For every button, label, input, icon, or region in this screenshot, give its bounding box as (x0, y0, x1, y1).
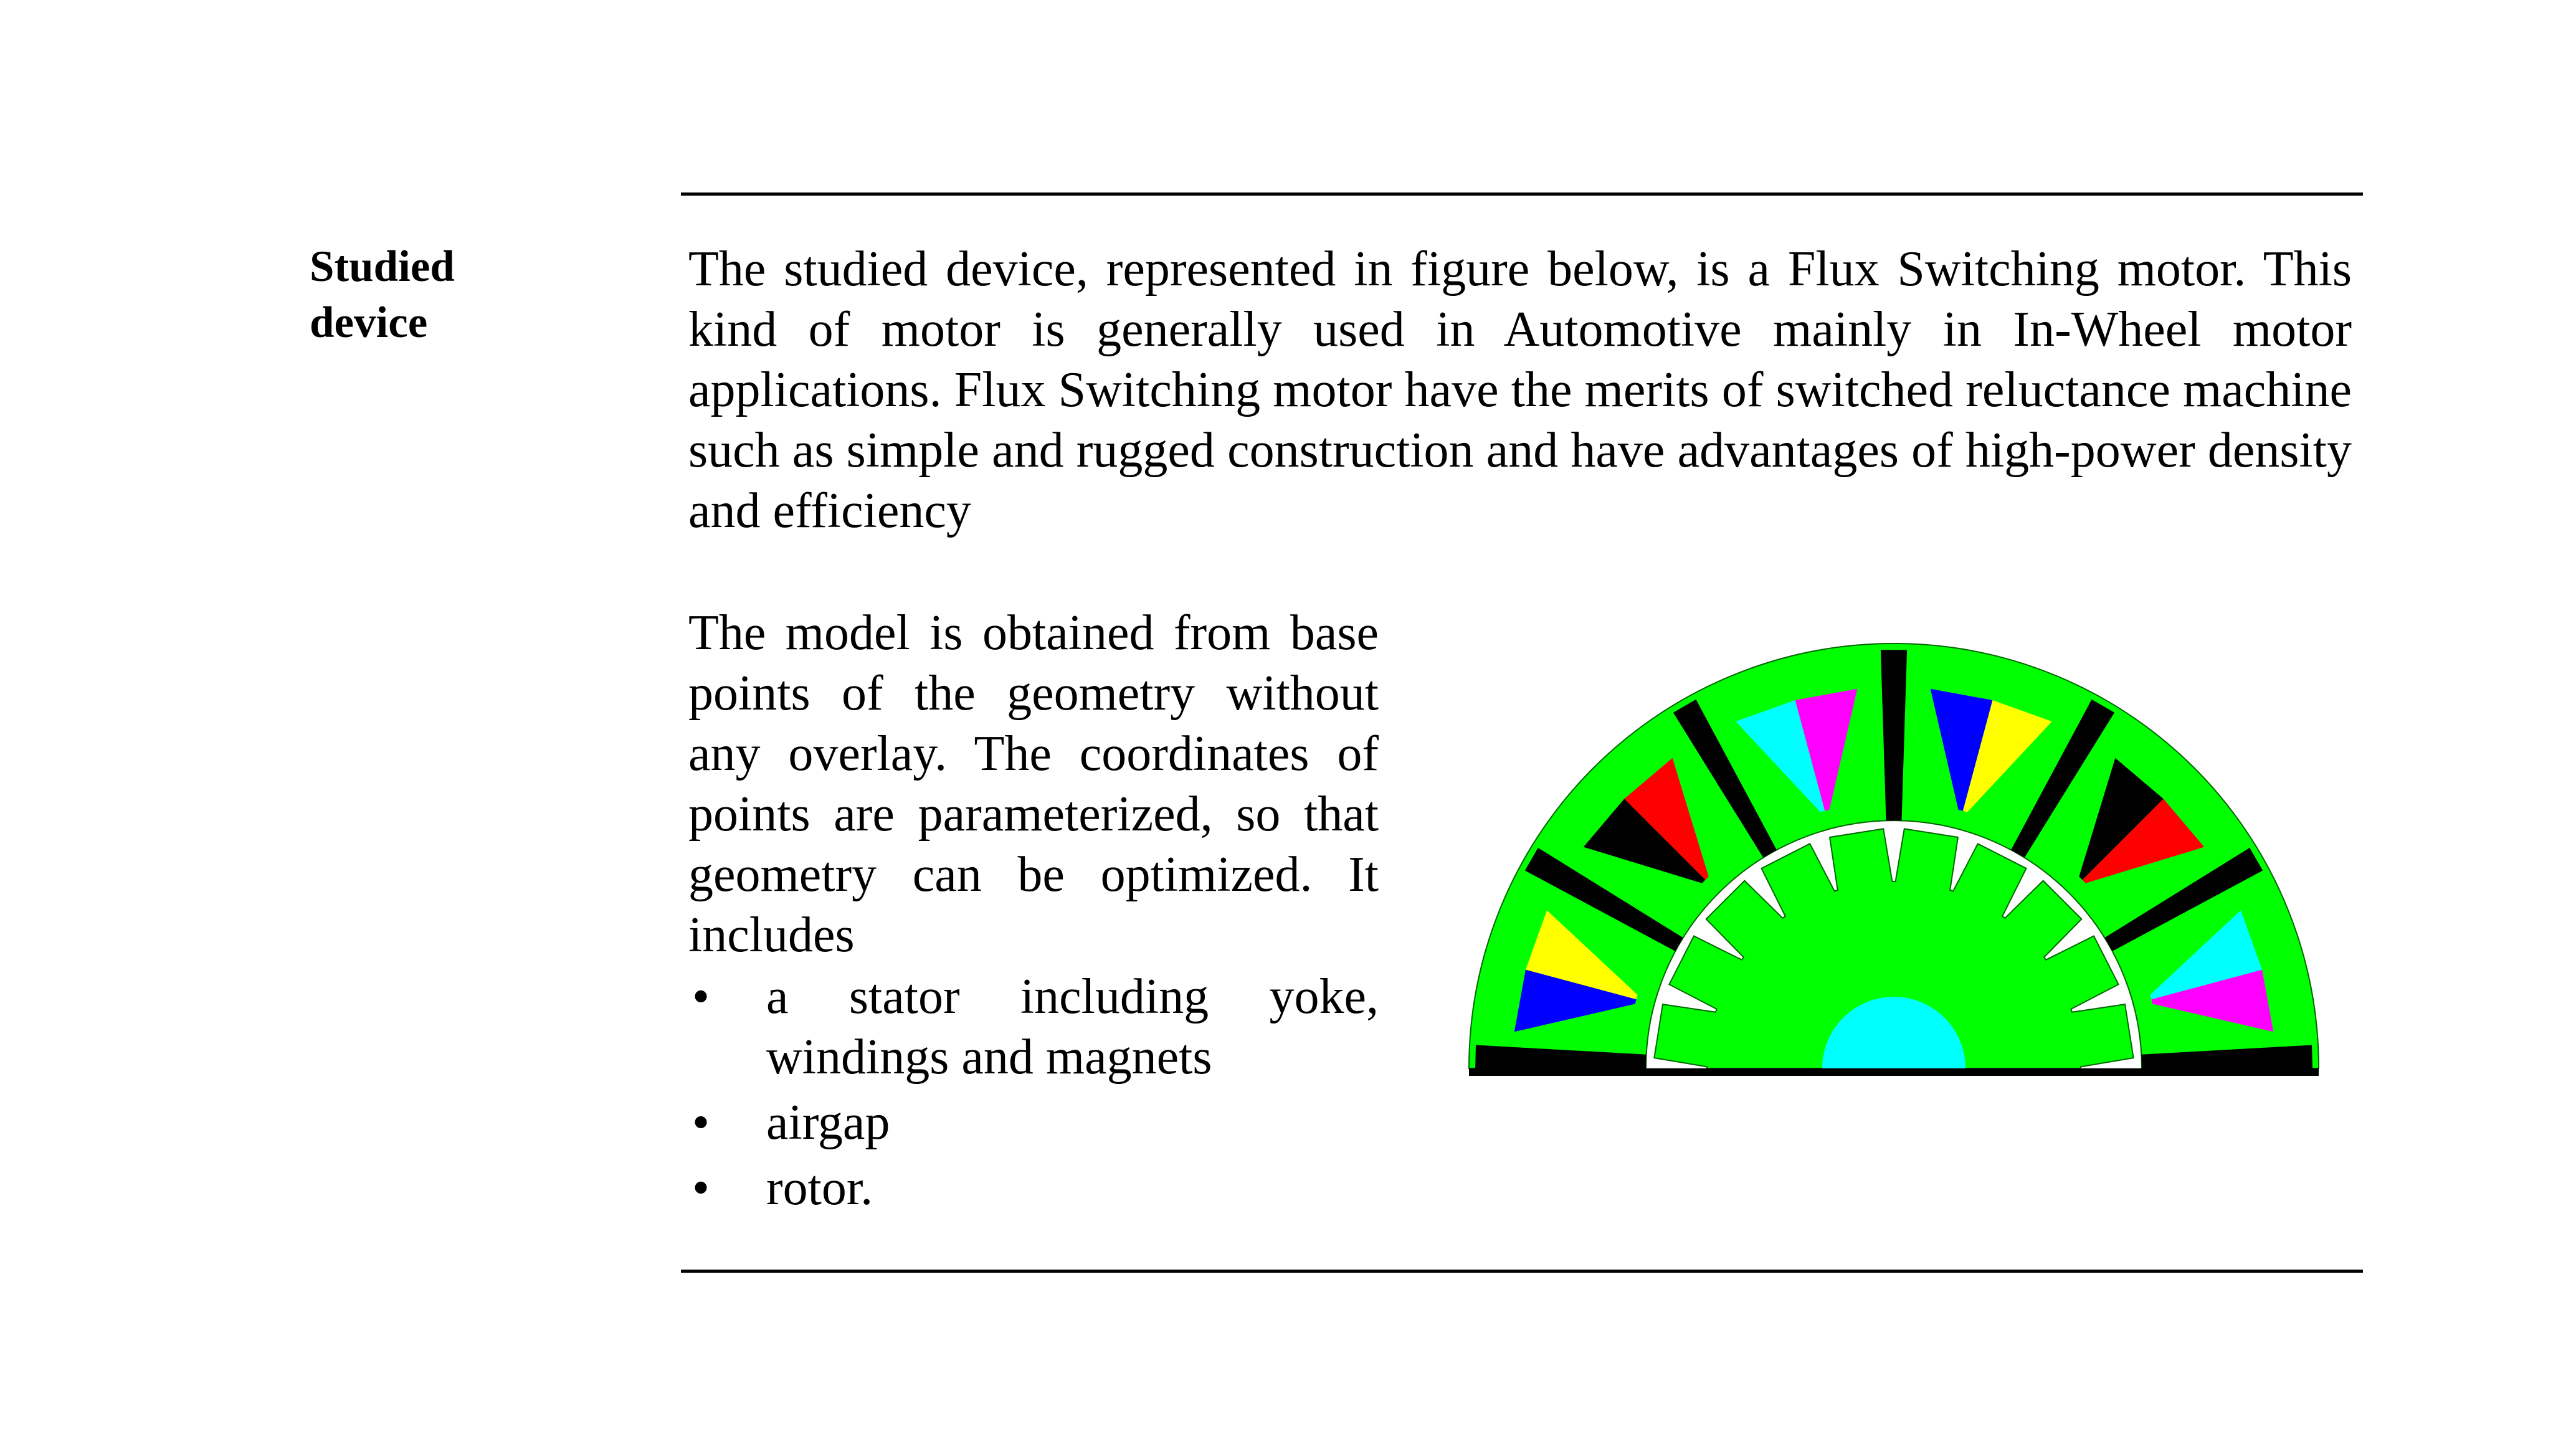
bullet-icon: • (692, 969, 710, 1024)
bottom-rule (681, 1270, 2363, 1273)
bullet-icon: • (692, 1095, 710, 1150)
bullet-icon: • (692, 1161, 710, 1215)
list-item (688, 1093, 1379, 1153)
model-paragraph: The model is obtained from base points of the geometry without any overlay. The coordinates of points are parameterized, so that geometry can be optimized. It includes (688, 606, 1379, 962)
flux-switching-motor-figure (1458, 635, 2330, 1084)
list-item (688, 1158, 1379, 1219)
section-label-line1: Studied (310, 242, 455, 291)
list-item-text: airgap (766, 1095, 890, 1150)
intro-paragraph: The studied device, represented in figure below, is a Flux Switching motor. This kind of motor is generally used in Automotive mainly in In-Wheel motor applications. Flux Switching motor have the merits of switched reluctance machine such as simple and rugged construction and have advantages of high-power density and efficiency (688, 242, 2352, 538)
component-list (688, 967, 1379, 1223)
top-rule (681, 192, 2363, 196)
section-label-line2: device (310, 298, 428, 347)
list-item-text: rotor. (766, 1161, 873, 1215)
list-item (688, 967, 1379, 1088)
base-line (1469, 1068, 2319, 1076)
section-label (310, 239, 571, 351)
list-item-text: a stator including yoke, windings and magnets (766, 969, 1379, 1085)
